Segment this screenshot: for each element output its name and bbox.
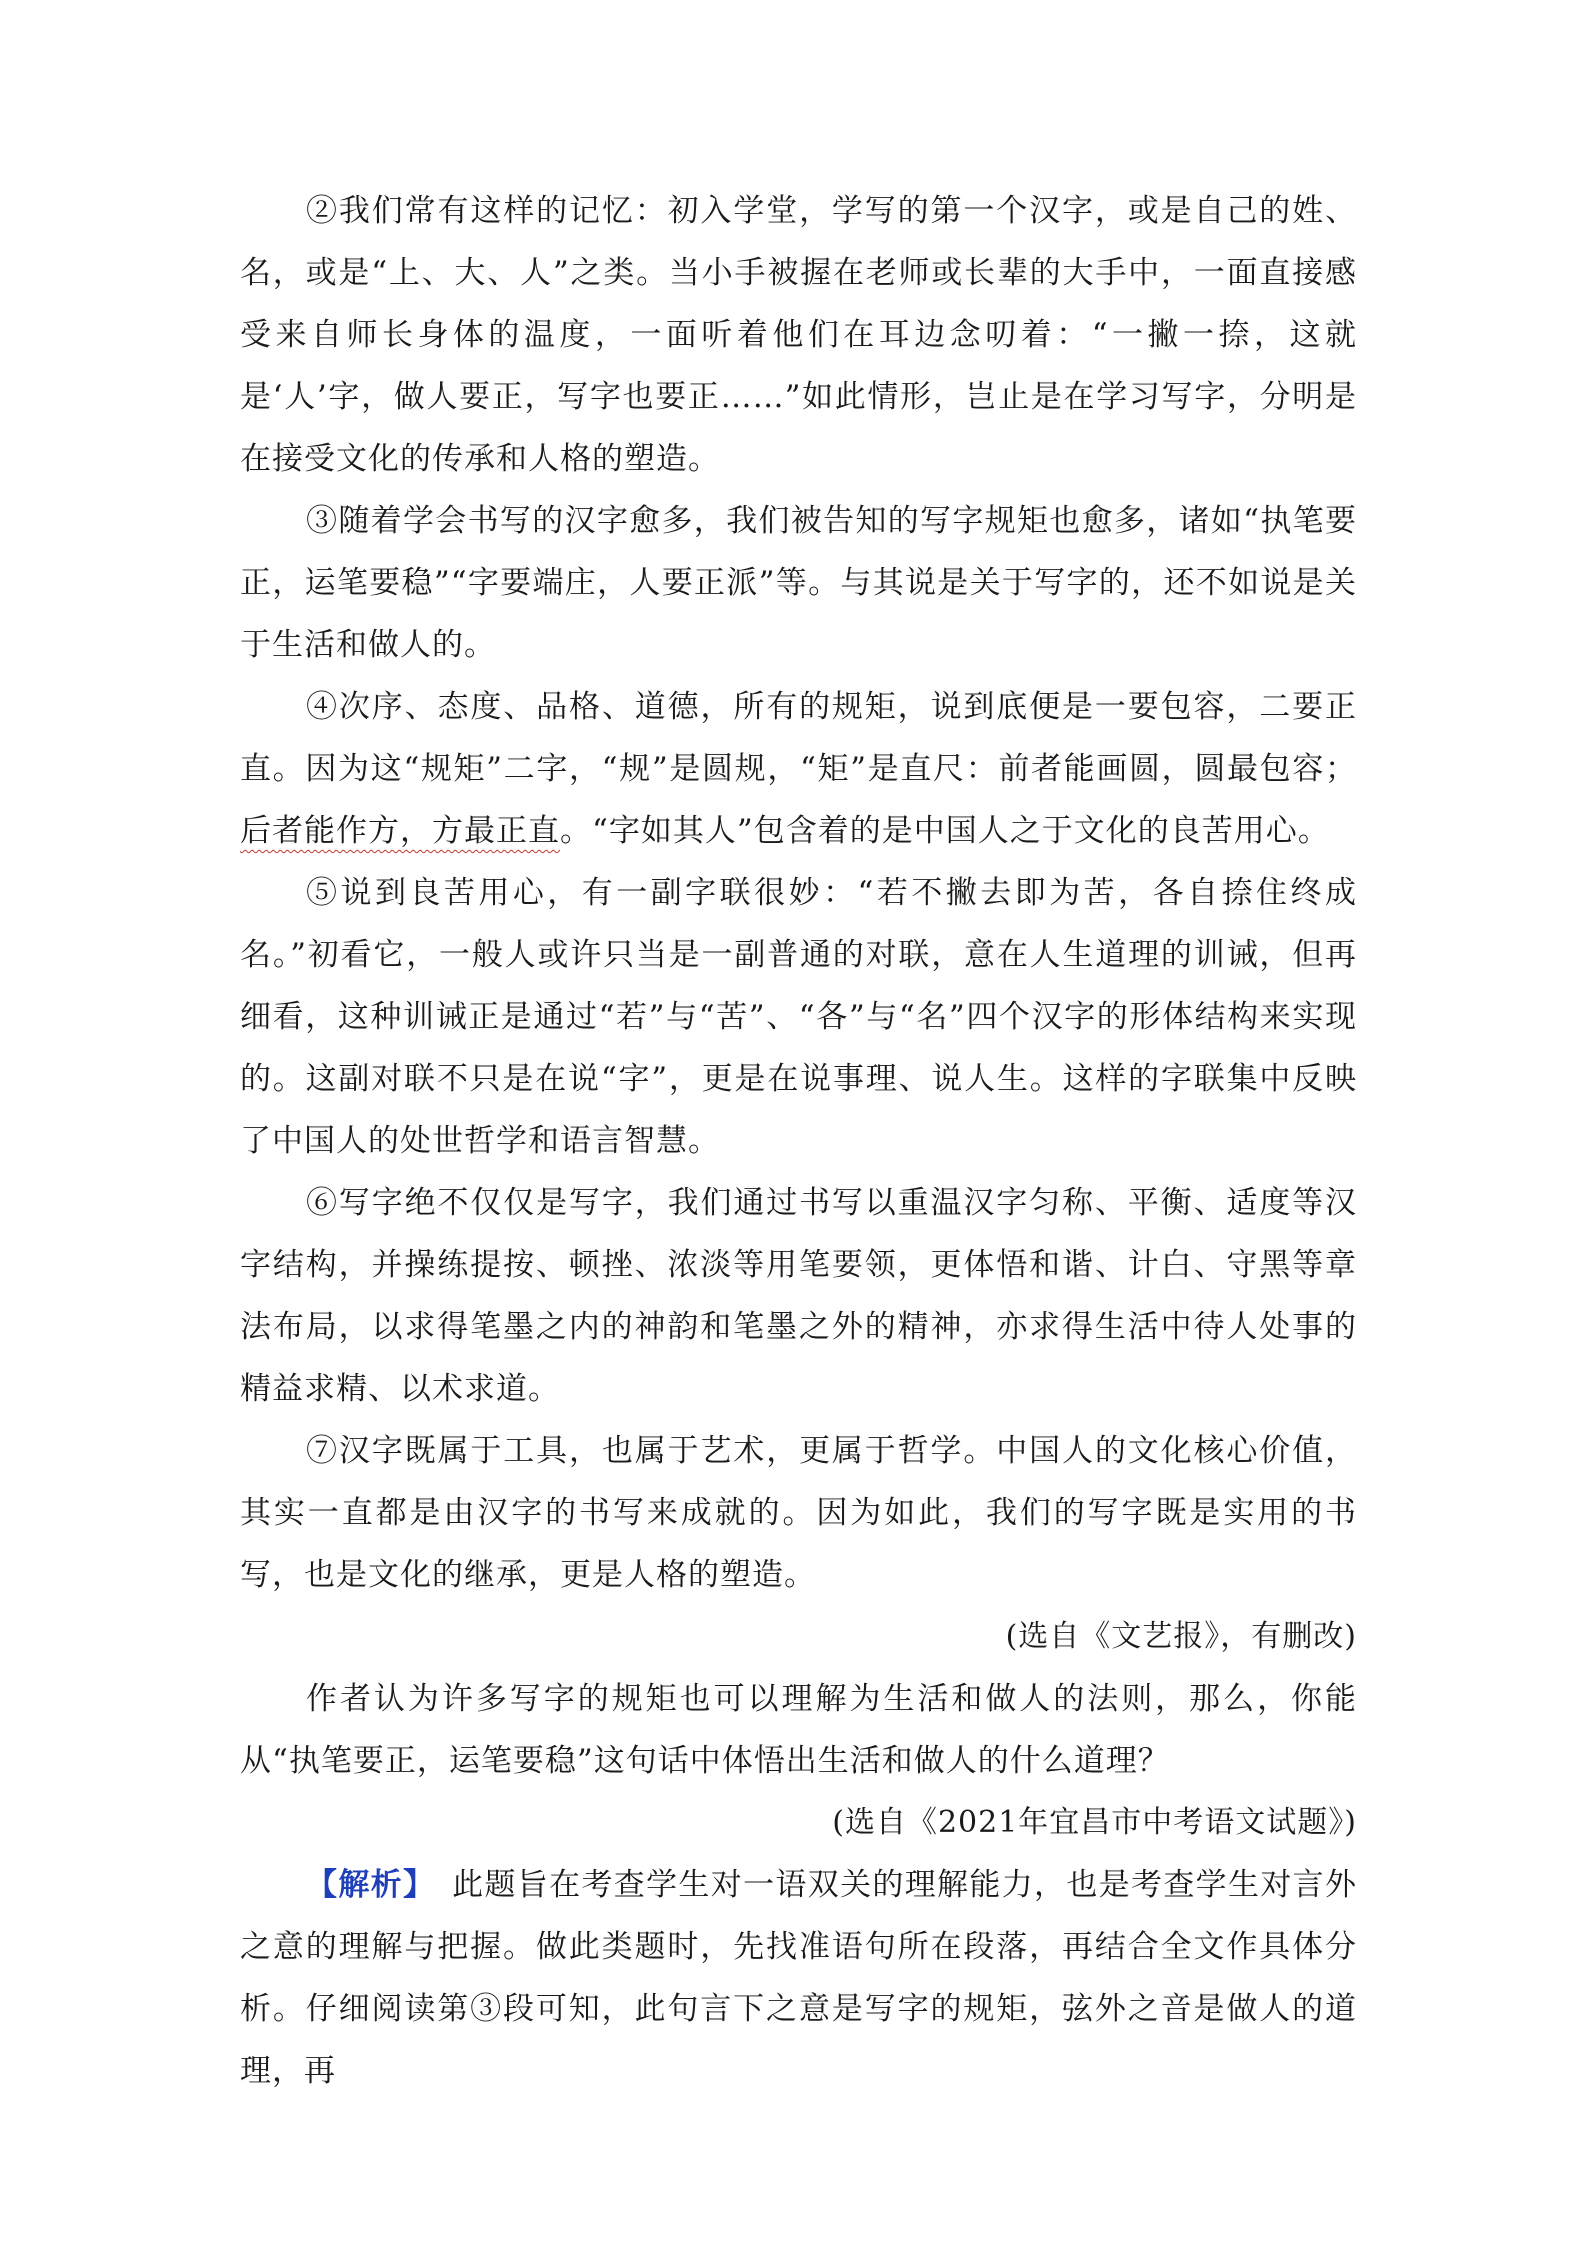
paragraph-7: ⑦汉字既属于工具，也属于艺术，更属于哲学。中国人的文化核心价值，其实一直都是由汉字的书写来成就的。因为如此，我们的写字既是实用的书写，也是文化的继承，更是人格的塑造。 xyxy=(240,1433,1357,1593)
analysis-text: 此题旨在考查学生对一语双关的理解能力，也是考查学生对言外之意的理解与把握。做此类题时，先找准语句所在段落，再结合全文作具体分析。仔细阅读第③段可知，此句言下之意是写字的规矩，弦外之音是做人的道理，再 xyxy=(240,1867,1357,2089)
wavy-underlined-sentence: 后者能作方，方最正直 xyxy=(240,813,560,849)
paragraph-3: ③随着学会书写的汉字愈多，我们被告知的写字规矩也愈多，诸如“执笔要正，运笔要稳”“字要端庄，人要正派”等。与其说是关于写字的，还不如说是关于生活和做人的。 xyxy=(240,503,1357,663)
paragraph-6: ⑥写字绝不仅仅是写字，我们通过书写以重温汉字匀称、平衡、适度等汉字结构，并操练提按、顿挫、浓淡等用笔要领，更体悟和谐、计白、守黑等章法布局，以求得笔墨之内的神韵和笔墨之外的精神，亦求得生活中待人处事的精益求精、以术求道。 xyxy=(240,1185,1357,1407)
analysis-tag: 【解析】 xyxy=(306,1867,420,1903)
analysis-paragraph xyxy=(240,1854,1357,2102)
paragraph-4-tail: 。“字如其人”包含着的是中国人之于文化的良苦用心。 xyxy=(560,813,1330,849)
paragraph-5: ⑤说到良苦用心，有一副字联很妙：“若不撇去即为苦，各自捺住终成名。”初看它，一般人或许只当是一副普通的对联，意在人生道理的训诫，但再细看，这种训诫正是通过“若”与“苦”、“各”与“名”四个汉字的形体结构来实现的。这副对联不只是在说“字”，更是在说事理、说人生。这样的字联集中反映了中国人的处世哲学和语言智慧。 xyxy=(240,875,1357,1159)
paragraph-2: ②我们常有这样的记忆：初入学堂，学写的第一个汉字，或是自己的姓、名，或是“上、大、人”之类。当小手被握在老师或长辈的大手中，一面直接感受来自师长身体的温度，一面听着他们在耳边念叨着：“一撇一捺，这就是‘人’字，做人要正，写字也要正……”如此情形，岂止是在学习写字，分明是在接受文化的传承和人格的塑造。 xyxy=(240,193,1357,477)
article-source: (选自《文艺报》，有删改) xyxy=(1005,1619,1357,1654)
paragraph-4 xyxy=(240,676,1357,862)
question-text: 作者认为许多写字的规矩也可以理解为生活和做人的法则，那么，你能从“执笔要正，运笔要稳”这句话中体悟出生活和做人的什么道理？ xyxy=(240,1681,1357,1779)
question-source: (选自《2021年宜昌市中考语文试题》) xyxy=(832,1805,1357,1840)
paragraph-4-text: ④次序、态度、品格、道德，所有的规矩，说到底便是一要包容，二要正直。因为这“规矩”二字，“规”是圆规，“矩”是直尺：前者能画圆，圆最包容； xyxy=(240,689,1357,787)
